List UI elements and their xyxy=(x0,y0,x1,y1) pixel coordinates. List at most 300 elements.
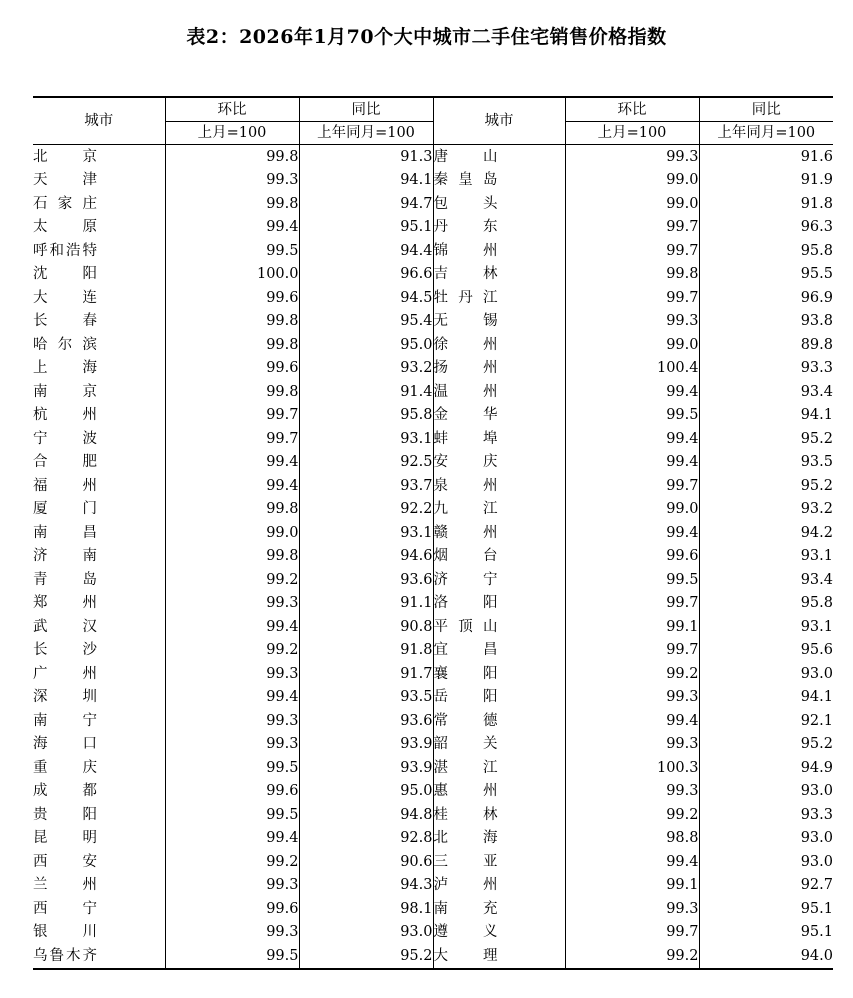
mom-value-left: 99.6 xyxy=(165,357,299,381)
city-cell-right xyxy=(433,216,565,240)
mom-value-left: 99.4 xyxy=(165,474,299,498)
mom-value-left: 99.3 xyxy=(165,921,299,945)
mom-value-left: 99.3 xyxy=(165,169,299,193)
yoy-value-right: 92.1 xyxy=(699,709,833,733)
mom-value-left: 99.4 xyxy=(165,686,299,710)
city-name: 济南 xyxy=(33,548,97,565)
yoy-value-left: 95.1 xyxy=(299,216,433,240)
yoy-value-left: 92.8 xyxy=(299,827,433,851)
city-name: 西宁 xyxy=(33,900,97,917)
yoy-value-left: 95.0 xyxy=(299,333,433,357)
mom-value-left: 99.6 xyxy=(165,780,299,804)
table-row xyxy=(33,404,833,428)
yoy-value-left: 95.8 xyxy=(299,404,433,428)
city-cell-right xyxy=(433,639,565,663)
city-cell-left xyxy=(33,615,165,639)
yoy-value-right: 93.3 xyxy=(699,803,833,827)
mom-value-right: 98.8 xyxy=(565,827,699,851)
mom-value-right: 99.4 xyxy=(565,427,699,451)
yoy-value-left: 92.2 xyxy=(299,498,433,522)
yoy-value-right: 94.0 xyxy=(699,944,833,969)
yoy-value-right: 93.2 xyxy=(699,498,833,522)
mom-value-left: 99.8 xyxy=(165,545,299,569)
table-row xyxy=(33,944,833,969)
mom-value-right: 99.7 xyxy=(565,239,699,263)
table-row xyxy=(33,639,833,663)
yoy-value-right: 93.4 xyxy=(699,380,833,404)
mom-value-right: 99.1 xyxy=(565,615,699,639)
table-body xyxy=(33,145,833,969)
city-cell-left xyxy=(33,733,165,757)
table-row xyxy=(33,521,833,545)
city-name: 牡丹江 xyxy=(433,289,498,306)
mom-value-left: 99.3 xyxy=(165,874,299,898)
city-cell-left xyxy=(33,897,165,921)
city-cell-left xyxy=(33,803,165,827)
city-name: 包头 xyxy=(433,195,498,212)
yoy-value-left: 93.2 xyxy=(299,357,433,381)
yoy-value-right: 91.6 xyxy=(699,145,833,169)
mom-value-right: 99.6 xyxy=(565,545,699,569)
city-name: 兰州 xyxy=(33,877,97,894)
yoy-value-right: 94.1 xyxy=(699,686,833,710)
yoy-value-left: 91.7 xyxy=(299,662,433,686)
yoy-value-right: 95.1 xyxy=(699,897,833,921)
yoy-value-left: 93.9 xyxy=(299,733,433,757)
city-cell-left xyxy=(33,780,165,804)
table-row xyxy=(33,286,833,310)
city-cell-left xyxy=(33,169,165,193)
mom-value-left: 99.5 xyxy=(165,944,299,969)
mom-value-left: 99.4 xyxy=(165,451,299,475)
city-name: 银川 xyxy=(33,924,97,941)
yoy-value-right: 95.1 xyxy=(699,921,833,945)
city-cell-left xyxy=(33,404,165,428)
mom-value-right: 99.4 xyxy=(565,709,699,733)
city-cell-left xyxy=(33,263,165,287)
city-cell-left xyxy=(33,286,165,310)
yoy-value-left: 91.8 xyxy=(299,639,433,663)
city-cell-left xyxy=(33,545,165,569)
yoy-value-left: 93.6 xyxy=(299,568,433,592)
yoy-value-right: 96.9 xyxy=(699,286,833,310)
city-name: 太原 xyxy=(33,219,97,236)
city-name: 岳阳 xyxy=(433,689,498,706)
city-cell-right xyxy=(433,850,565,874)
table-row xyxy=(33,545,833,569)
city-cell-left xyxy=(33,192,165,216)
mom-value-left: 99.6 xyxy=(165,897,299,921)
city-name: 南昌 xyxy=(33,524,97,541)
city-name: 扬州 xyxy=(433,360,498,377)
mom-value-left: 99.3 xyxy=(165,709,299,733)
mom-value-left: 99.2 xyxy=(165,568,299,592)
city-name: 长沙 xyxy=(33,642,97,659)
city-name: 桂林 xyxy=(433,806,498,823)
mom-value-right: 99.2 xyxy=(565,944,699,969)
mom-value-right: 99.0 xyxy=(565,498,699,522)
yoy-value-left: 90.8 xyxy=(299,615,433,639)
table-row xyxy=(33,662,833,686)
yoy-value-right: 95.8 xyxy=(699,239,833,263)
city-cell-left xyxy=(33,662,165,686)
city-cell-left xyxy=(33,310,165,334)
city-name: 乌鲁木齐 xyxy=(33,947,97,964)
mom-value-left: 99.7 xyxy=(165,427,299,451)
city-name: 大理 xyxy=(433,947,498,964)
city-name: 北海 xyxy=(433,830,498,847)
table-row xyxy=(33,874,833,898)
yoy-value-right: 95.5 xyxy=(699,263,833,287)
table-row xyxy=(33,709,833,733)
city-cell-left xyxy=(33,498,165,522)
table-row xyxy=(33,921,833,945)
city-name: 九江 xyxy=(433,501,498,518)
mom-value-left: 99.8 xyxy=(165,498,299,522)
city-cell-right xyxy=(433,498,565,522)
mom-value-right: 99.2 xyxy=(565,662,699,686)
city-cell-right xyxy=(433,333,565,357)
city-cell-right xyxy=(433,921,565,945)
mom-value-left: 99.8 xyxy=(165,333,299,357)
city-name: 重庆 xyxy=(33,759,97,776)
mom-value-right: 99.4 xyxy=(565,380,699,404)
city-name: 昆明 xyxy=(33,830,97,847)
city-name: 长春 xyxy=(33,313,97,330)
city-name: 平顶山 xyxy=(433,618,498,635)
city-name: 北京 xyxy=(33,148,97,165)
yoy-value-left: 93.0 xyxy=(299,921,433,945)
city-name: 襄阳 xyxy=(433,665,498,682)
city-name: 合肥 xyxy=(33,454,97,471)
mom-value-right: 99.4 xyxy=(565,850,699,874)
city-cell-right xyxy=(433,780,565,804)
city-name: 湛江 xyxy=(433,759,498,776)
yoy-value-right: 93.1 xyxy=(699,545,833,569)
table-row xyxy=(33,897,833,921)
yoy-value-left: 95.0 xyxy=(299,780,433,804)
mom-value-right: 99.7 xyxy=(565,592,699,616)
mom-value-right: 99.2 xyxy=(565,803,699,827)
city-cell-right xyxy=(433,192,565,216)
city-cell-left xyxy=(33,921,165,945)
city-cell-right xyxy=(433,944,565,969)
yoy-value-right: 91.9 xyxy=(699,169,833,193)
table-row xyxy=(33,780,833,804)
table-title: 表2：2026年1月70个大中城市二手住宅销售价格指数 xyxy=(186,26,667,48)
city-name: 南宁 xyxy=(33,712,97,729)
table-row xyxy=(33,310,833,334)
city-cell-left xyxy=(33,145,165,169)
mom-value-right: 99.4 xyxy=(565,521,699,545)
city-cell-left xyxy=(33,592,165,616)
table-row xyxy=(33,827,833,851)
mom-value-left: 99.4 xyxy=(165,615,299,639)
mom-value-left: 99.3 xyxy=(165,733,299,757)
city-name: 锦州 xyxy=(433,242,498,259)
city-cell-right xyxy=(433,874,565,898)
yoy-value-left: 93.1 xyxy=(299,427,433,451)
yoy-value-left: 93.7 xyxy=(299,474,433,498)
yoy-value-right: 93.5 xyxy=(699,451,833,475)
city-name: 杭州 xyxy=(33,407,97,424)
city-cell-right xyxy=(433,662,565,686)
yoy-value-right: 95.2 xyxy=(699,474,833,498)
city-cell-right xyxy=(433,451,565,475)
mom-value-left: 100.0 xyxy=(165,263,299,287)
city-cell-right xyxy=(433,592,565,616)
city-cell-left xyxy=(33,474,165,498)
yoy-value-left: 94.1 xyxy=(299,169,433,193)
city-name: 烟台 xyxy=(433,548,498,565)
mom-column-header-left: 环比 xyxy=(165,97,299,122)
city-name: 武汉 xyxy=(33,618,97,635)
yoy-value-right: 95.6 xyxy=(699,639,833,663)
city-cell-left xyxy=(33,333,165,357)
city-name: 上海 xyxy=(33,360,97,377)
yoy-value-right: 93.0 xyxy=(699,827,833,851)
yoy-value-left: 94.4 xyxy=(299,239,433,263)
table-row xyxy=(33,756,833,780)
city-cell-left xyxy=(33,216,165,240)
city-name: 无锡 xyxy=(433,313,498,330)
table-row xyxy=(33,592,833,616)
city-name: 郑州 xyxy=(33,595,97,612)
city-cell-right xyxy=(433,568,565,592)
city-cell-left xyxy=(33,639,165,663)
price-index-table xyxy=(33,96,833,970)
yoy-column-header-left: 同比 xyxy=(299,97,433,122)
city-name: 青岛 xyxy=(33,571,97,588)
city-cell-right xyxy=(433,286,565,310)
mom-value-right: 99.7 xyxy=(565,639,699,663)
city-name: 安庆 xyxy=(433,454,498,471)
yoy-value-right: 93.4 xyxy=(699,568,833,592)
city-cell-right xyxy=(433,733,565,757)
yoy-value-right: 93.0 xyxy=(699,780,833,804)
city-name: 金华 xyxy=(433,407,498,424)
city-cell-right xyxy=(433,686,565,710)
city-name: 遵义 xyxy=(433,924,498,941)
mom-value-right: 99.3 xyxy=(565,310,699,334)
yoy-value-left: 93.1 xyxy=(299,521,433,545)
mom-value-left: 99.0 xyxy=(165,521,299,545)
city-name: 广州 xyxy=(33,665,97,682)
yoy-value-right: 92.7 xyxy=(699,874,833,898)
city-name: 惠州 xyxy=(433,783,498,800)
yoy-value-right: 94.2 xyxy=(699,521,833,545)
table-row xyxy=(33,239,833,263)
mom-value-right: 99.7 xyxy=(565,216,699,240)
city-name: 沈阳 xyxy=(33,266,97,283)
yoy-value-left: 93.5 xyxy=(299,686,433,710)
city-cell-left xyxy=(33,944,165,969)
city-cell-right xyxy=(433,380,565,404)
mom-value-left: 99.5 xyxy=(165,756,299,780)
mom-value-left: 99.2 xyxy=(165,639,299,663)
yoy-value-left: 94.7 xyxy=(299,192,433,216)
city-cell-right xyxy=(433,756,565,780)
yoy-value-left: 92.5 xyxy=(299,451,433,475)
mom-column-header-right: 环比 xyxy=(565,97,699,122)
table-row xyxy=(33,380,833,404)
mom-value-right: 100.4 xyxy=(565,357,699,381)
city-column-header-right: 城市 xyxy=(433,97,565,145)
yoy-value-left: 91.3 xyxy=(299,145,433,169)
yoy-value-left: 95.2 xyxy=(299,944,433,969)
city-name: 石家庄 xyxy=(33,195,97,212)
mom-value-right: 99.4 xyxy=(565,451,699,475)
city-name: 济宁 xyxy=(433,571,498,588)
mom-value-left: 99.8 xyxy=(165,310,299,334)
table-row xyxy=(33,357,833,381)
city-name: 哈尔滨 xyxy=(33,336,97,353)
mom-base-header-left: 上月=100 xyxy=(165,122,299,145)
table-row xyxy=(33,216,833,240)
yoy-value-right: 94.9 xyxy=(699,756,833,780)
table-row xyxy=(33,169,833,193)
mom-value-right: 99.1 xyxy=(565,874,699,898)
city-cell-right xyxy=(433,404,565,428)
mom-value-left: 99.2 xyxy=(165,850,299,874)
city-cell-left xyxy=(33,874,165,898)
mom-value-right: 99.0 xyxy=(565,169,699,193)
yoy-value-left: 96.6 xyxy=(299,263,433,287)
mom-base-header-right: 上月=100 xyxy=(565,122,699,145)
mom-value-left: 99.3 xyxy=(165,662,299,686)
city-name: 泸州 xyxy=(433,877,498,894)
city-name: 天津 xyxy=(33,172,97,189)
city-cell-right xyxy=(433,803,565,827)
mom-value-right: 99.7 xyxy=(565,286,699,310)
city-name: 赣州 xyxy=(433,524,498,541)
city-name: 蚌埠 xyxy=(433,430,498,447)
yoy-value-right: 91.8 xyxy=(699,192,833,216)
mom-value-left: 99.5 xyxy=(165,239,299,263)
yoy-value-left: 94.8 xyxy=(299,803,433,827)
city-cell-left xyxy=(33,521,165,545)
yoy-value-right: 93.1 xyxy=(699,615,833,639)
mom-value-right: 99.8 xyxy=(565,263,699,287)
city-cell-left xyxy=(33,239,165,263)
city-cell-right xyxy=(433,615,565,639)
mom-value-left: 99.8 xyxy=(165,145,299,169)
yoy-value-left: 94.5 xyxy=(299,286,433,310)
mom-value-right: 99.0 xyxy=(565,333,699,357)
table-row xyxy=(33,686,833,710)
city-name: 洛阳 xyxy=(433,595,498,612)
yoy-value-left: 91.1 xyxy=(299,592,433,616)
city-cell-right xyxy=(433,521,565,545)
yoy-value-right: 96.3 xyxy=(699,216,833,240)
yoy-value-right: 93.3 xyxy=(699,357,833,381)
city-cell-left xyxy=(33,827,165,851)
city-name: 秦皇岛 xyxy=(433,172,498,189)
city-name: 唐山 xyxy=(433,148,498,165)
mom-value-left: 99.3 xyxy=(165,592,299,616)
table-row xyxy=(33,733,833,757)
table-row xyxy=(33,333,833,357)
mom-value-left: 99.5 xyxy=(165,803,299,827)
city-cell-right xyxy=(433,897,565,921)
yoy-value-left: 95.4 xyxy=(299,310,433,334)
city-name: 常德 xyxy=(433,712,498,729)
yoy-base-header-right: 上年同月=100 xyxy=(699,122,833,145)
mom-value-left: 99.7 xyxy=(165,404,299,428)
city-name: 吉林 xyxy=(433,266,498,283)
city-cell-right xyxy=(433,357,565,381)
table-row xyxy=(33,451,833,475)
city-name: 成都 xyxy=(33,783,97,800)
mom-value-left: 99.4 xyxy=(165,216,299,240)
yoy-value-right: 95.2 xyxy=(699,733,833,757)
yoy-value-left: 98.1 xyxy=(299,897,433,921)
city-cell-right xyxy=(433,239,565,263)
city-cell-left xyxy=(33,709,165,733)
city-name: 呼和浩特 xyxy=(33,242,97,259)
city-cell-right xyxy=(433,545,565,569)
table-row xyxy=(33,427,833,451)
city-name: 西安 xyxy=(33,853,97,870)
table-row xyxy=(33,498,833,522)
city-name: 泉州 xyxy=(433,477,498,494)
yoy-value-left: 91.4 xyxy=(299,380,433,404)
mom-value-left: 99.8 xyxy=(165,380,299,404)
mom-value-right: 99.3 xyxy=(565,145,699,169)
yoy-value-left: 93.6 xyxy=(299,709,433,733)
city-name: 深圳 xyxy=(33,689,97,706)
table-row xyxy=(33,568,833,592)
mom-value-right: 99.3 xyxy=(565,686,699,710)
yoy-value-right: 89.8 xyxy=(699,333,833,357)
yoy-value-right: 93.0 xyxy=(699,662,833,686)
table-row xyxy=(33,803,833,827)
mom-value-right: 99.3 xyxy=(565,897,699,921)
city-cell-right xyxy=(433,474,565,498)
city-name: 大连 xyxy=(33,289,97,306)
city-cell-left xyxy=(33,686,165,710)
yoy-column-header-right: 同比 xyxy=(699,97,833,122)
city-cell-right xyxy=(433,427,565,451)
mom-value-right: 99.3 xyxy=(565,780,699,804)
mom-value-right: 99.5 xyxy=(565,404,699,428)
city-name: 徐州 xyxy=(433,336,498,353)
city-cell-right xyxy=(433,709,565,733)
mom-value-left: 99.4 xyxy=(165,827,299,851)
yoy-value-right: 93.0 xyxy=(699,850,833,874)
city-name: 南京 xyxy=(33,383,97,400)
table-row xyxy=(33,850,833,874)
city-cell-left xyxy=(33,427,165,451)
yoy-value-right: 93.8 xyxy=(699,310,833,334)
mom-value-right: 99.3 xyxy=(565,733,699,757)
city-cell-left xyxy=(33,568,165,592)
city-column-header-left: 城市 xyxy=(33,97,165,145)
city-name: 宁波 xyxy=(33,430,97,447)
city-name: 贵阳 xyxy=(33,806,97,823)
city-cell-right xyxy=(433,263,565,287)
city-name: 福州 xyxy=(33,477,97,494)
city-name: 厦门 xyxy=(33,501,97,518)
table-row xyxy=(33,263,833,287)
mom-value-right: 99.7 xyxy=(565,474,699,498)
table-row xyxy=(33,615,833,639)
mom-value-right: 99.5 xyxy=(565,568,699,592)
city-cell-left xyxy=(33,756,165,780)
city-name: 丹东 xyxy=(433,219,498,236)
yoy-value-left: 93.9 xyxy=(299,756,433,780)
mom-value-left: 99.8 xyxy=(165,192,299,216)
